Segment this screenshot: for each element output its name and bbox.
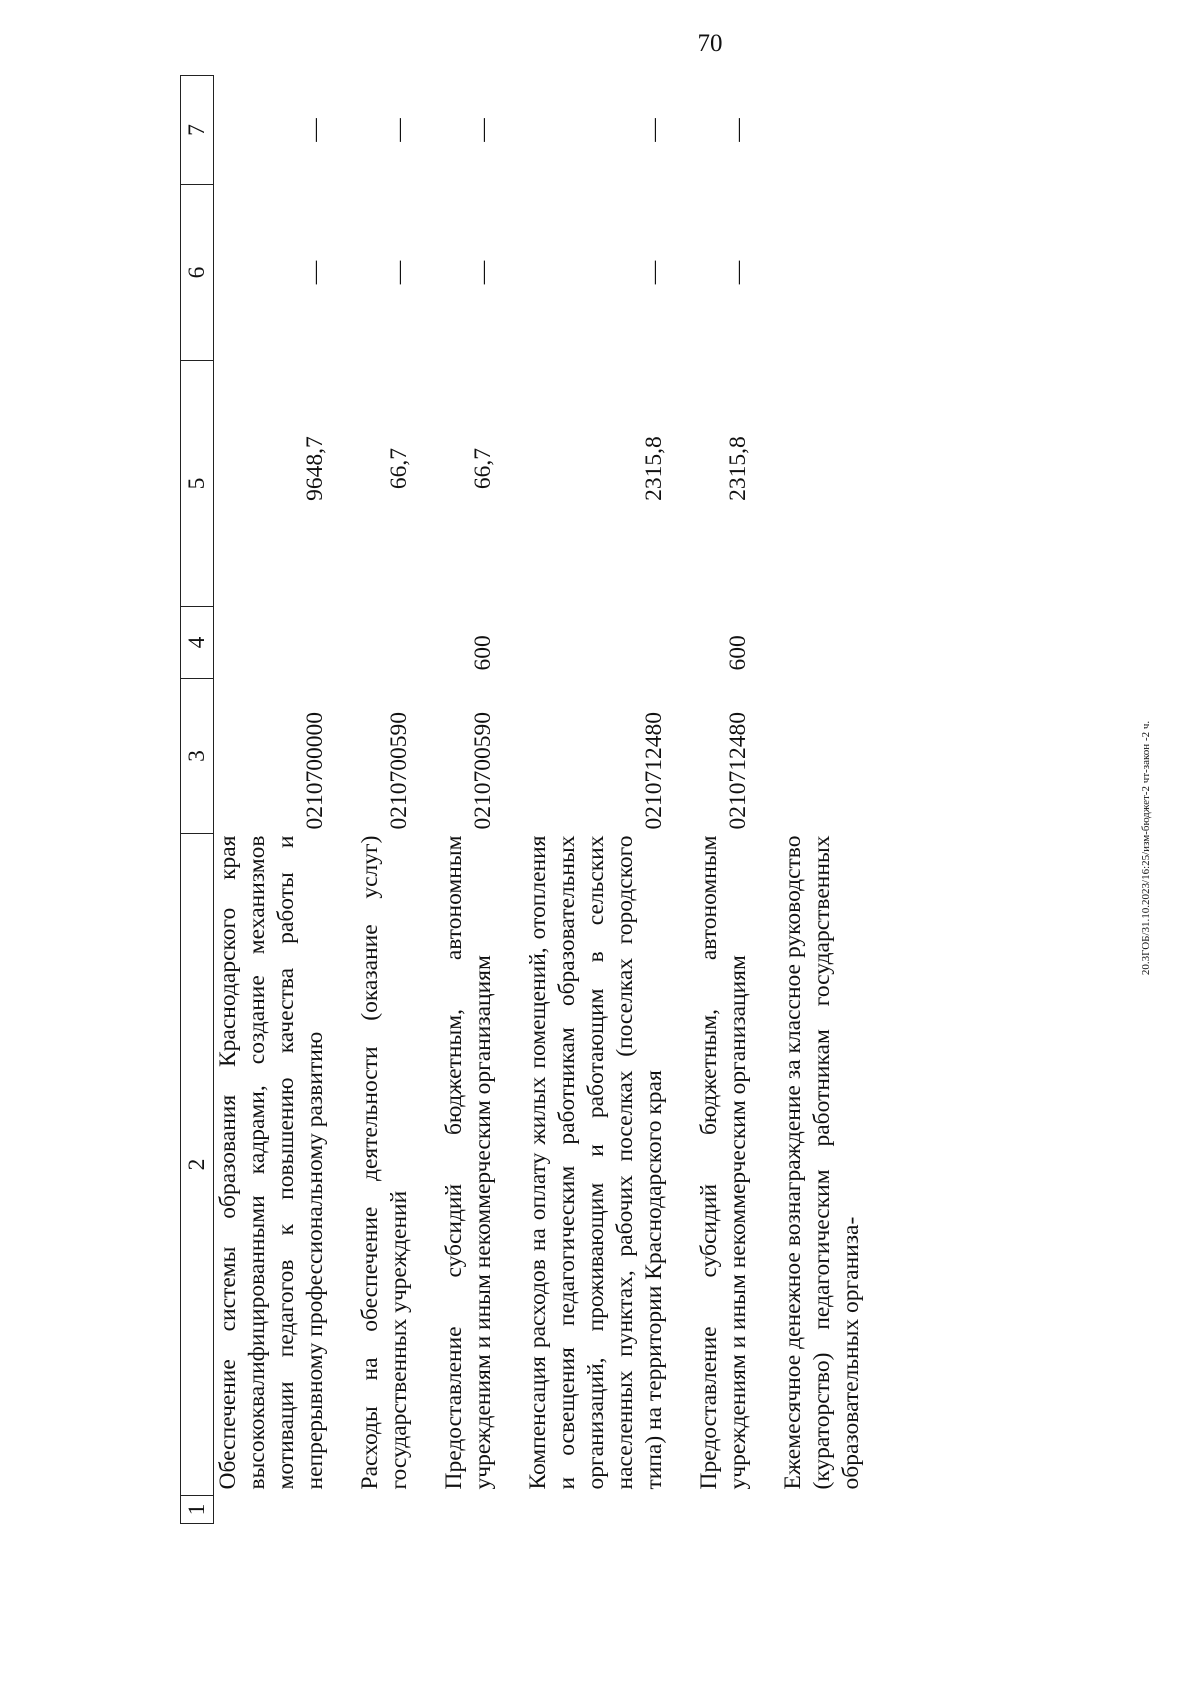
budget-table <box>180 75 866 1524</box>
row-col6: — <box>302 260 328 285</box>
header-col-4: 4 <box>181 607 214 679</box>
budget-table-container <box>180 76 990 1524</box>
row-amount: 2315,8 <box>641 436 667 501</box>
row-description: Расходы на обеспечение деятельности (оказание услуг) государственных учреждений <box>357 835 412 1490</box>
row-group <box>356 607 414 679</box>
header-col-1: 1 <box>181 1496 214 1524</box>
row-amount <box>779 361 866 607</box>
row-col6: — <box>470 260 496 285</box>
header-col-6: 6 <box>181 185 214 361</box>
row-col7: — <box>470 118 496 142</box>
table-row <box>779 76 866 1524</box>
row-group <box>779 607 866 679</box>
row-description: Предоставление субсидий бюджетным, автономным учреждениям и иным некоммерческим организациям <box>696 835 751 1490</box>
table-row <box>214 76 331 1524</box>
row-group: 600 <box>470 635 496 671</box>
page-number: 70 <box>697 30 723 57</box>
row-description: Предоставление субсидий бюджетным, автономным учреждениям и иным некоммерческим организациям <box>441 835 496 1490</box>
row-description: Обеспечение системы образования Краснодарского края высококвалифицированными кадрами, создание механизмов мотивации педагогов к повышению качества работы и непрерывному профессиональному развитию <box>215 835 328 1490</box>
row-col7: — <box>725 118 751 142</box>
header-col-2: 2 <box>181 834 214 1496</box>
row-code <box>779 679 866 834</box>
table-row <box>440 76 498 1524</box>
table-row <box>524 76 669 1524</box>
row-col7: — <box>641 118 667 142</box>
row-code: 0210700590 <box>470 712 496 830</box>
row-code: 0210700000 <box>302 712 328 830</box>
row-amount: 66,7 <box>386 447 412 490</box>
row-description: Ежемесячное денежное вознаграждение за классное руководство (кураторство) педагогическим работникам государственных образовательных организа- <box>780 835 864 1490</box>
row-col6 <box>779 185 866 361</box>
row-col7 <box>779 76 866 185</box>
row-code: 0210712480 <box>725 712 751 830</box>
row-amount: 9648,7 <box>302 436 328 501</box>
row-amount: 66,7 <box>470 447 496 490</box>
row-amount: 2315,8 <box>725 436 751 501</box>
row-col7: — <box>386 118 412 142</box>
row-col7: — <box>302 118 328 142</box>
header-row <box>181 76 214 1524</box>
header-col-3: 3 <box>181 679 214 834</box>
table-row <box>695 76 753 1524</box>
footer-code: 20.3ГОБ/31.10.2023/16:25/изм-бюджет-2 чт-закон -2 ч. <box>1140 720 1152 976</box>
row-description: Компенсация расходов на оплату жилых помещений, отопления и освещения педагогическим работникам образовательных организаций, проживающим и работающим в сельских населенных пунктах, рабочих поселках (поселках городского типа) на территории Краснодарского края <box>525 835 667 1490</box>
row-col6: — <box>725 260 751 285</box>
row-col6: — <box>641 260 667 285</box>
table-row <box>356 76 414 1524</box>
row-group <box>524 607 669 679</box>
row-col6: — <box>386 260 412 285</box>
row-group <box>214 607 331 679</box>
header-col-7: 7 <box>181 76 214 185</box>
row-code: 0210712480 <box>641 712 667 830</box>
row-group: 600 <box>725 635 751 671</box>
header-col-5: 5 <box>181 361 214 607</box>
row-code: 0210700590 <box>386 712 412 830</box>
